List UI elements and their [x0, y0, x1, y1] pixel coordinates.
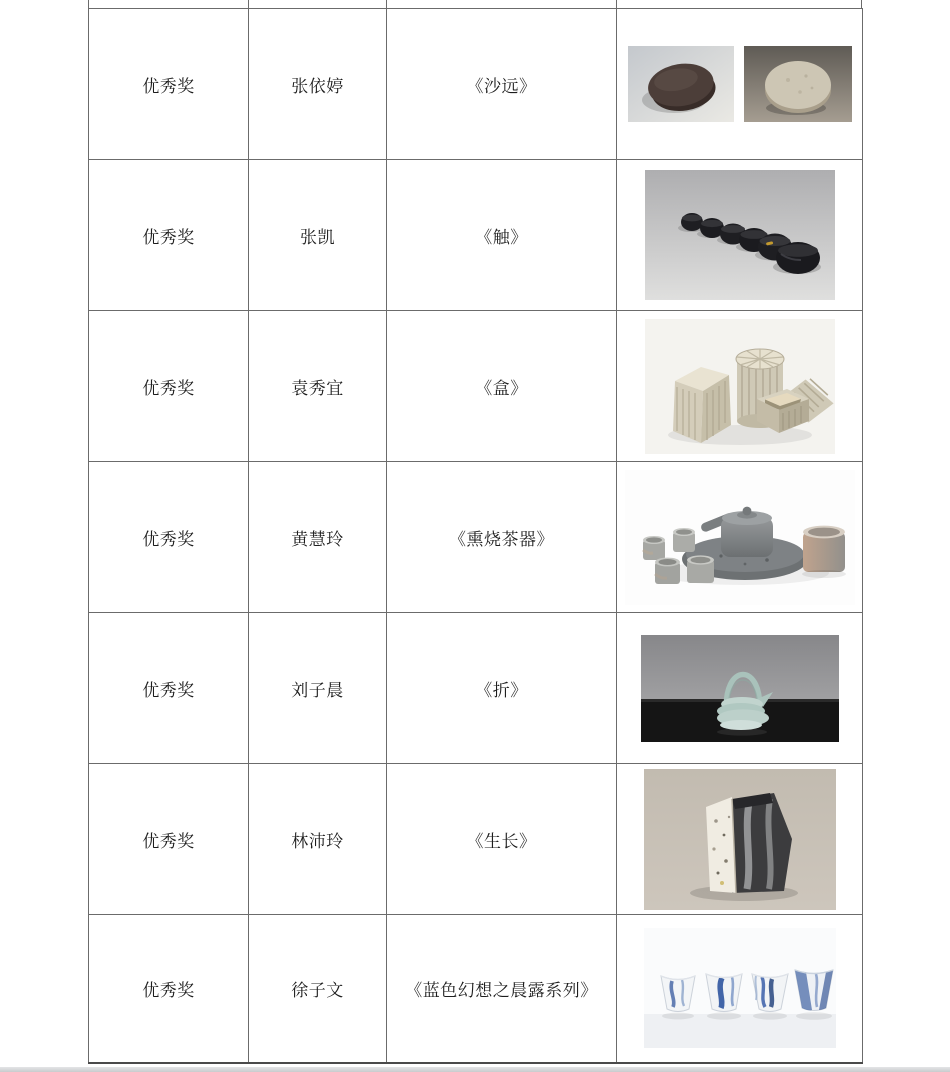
table-row: [89, 915, 863, 1063]
artwork-photo-cell: [617, 613, 863, 764]
work-title-cell: 《触》: [387, 160, 617, 311]
page-bottom-edge: [0, 1067, 950, 1072]
artwork-photo: [617, 769, 862, 910]
work-title-cell: 《盒》: [387, 311, 617, 462]
table-row: [89, 613, 863, 764]
artwork-photo-cell: [617, 9, 863, 160]
photo-blue-white-cups: [644, 928, 836, 1048]
artist-name-cell: 林沛玲: [249, 764, 387, 915]
artist-name-cell: 刘子晨: [249, 613, 387, 764]
table-row: [89, 764, 863, 915]
artwork-photo: [617, 46, 862, 122]
artwork-photo: [617, 170, 862, 300]
artist-name-cell: 黄慧玲: [249, 462, 387, 613]
photo-dark-disc: [628, 46, 734, 122]
award-cell: 优秀奖: [89, 311, 249, 462]
award-cell: 优秀奖: [89, 160, 249, 311]
photo-black-bowls: [645, 170, 835, 300]
award-cell: 优秀奖: [89, 613, 249, 764]
award-cell: 优秀奖: [89, 915, 249, 1063]
artwork-photo: [617, 470, 862, 605]
artwork-photo-cell: [617, 915, 863, 1063]
table-row: [89, 9, 863, 160]
photo-growth-sculpture: [644, 769, 836, 910]
work-title-cell: 《生长》: [387, 764, 617, 915]
artwork-photo-cell: [617, 311, 863, 462]
work-title-cell: 《沙远》: [387, 9, 617, 160]
artwork-photo: [617, 319, 862, 454]
table-row: [89, 462, 863, 613]
photo-light-disc: [744, 46, 852, 122]
artwork-photo-cell: [617, 764, 863, 915]
artist-name-cell: 张依婷: [249, 9, 387, 160]
artist-name-cell: 袁秀宜: [249, 311, 387, 462]
table-row: [89, 311, 863, 462]
work-title-cell: 《蓝色幻想之晨露系列》: [387, 915, 617, 1063]
award-cell: 优秀奖: [89, 764, 249, 915]
award-table: [88, 8, 863, 1064]
artwork-photo-cell: [617, 462, 863, 613]
artwork-photo: [617, 635, 862, 742]
artist-name-cell: 张凯: [249, 160, 387, 311]
photo-loop-handle-teapot: [641, 635, 839, 742]
artist-name-cell: 徐子文: [249, 915, 387, 1063]
photo-ceramic-boxes: [645, 319, 835, 454]
award-cell: 优秀奖: [89, 462, 249, 613]
award-cell: 优秀奖: [89, 9, 249, 160]
work-title-cell: 《熏烧茶器》: [387, 462, 617, 613]
artwork-photo-cell: [617, 160, 863, 311]
photo-tea-set: [625, 470, 855, 605]
table-row: [89, 160, 863, 311]
work-title-cell: 《折》: [387, 613, 617, 764]
artwork-photo: [617, 928, 862, 1048]
